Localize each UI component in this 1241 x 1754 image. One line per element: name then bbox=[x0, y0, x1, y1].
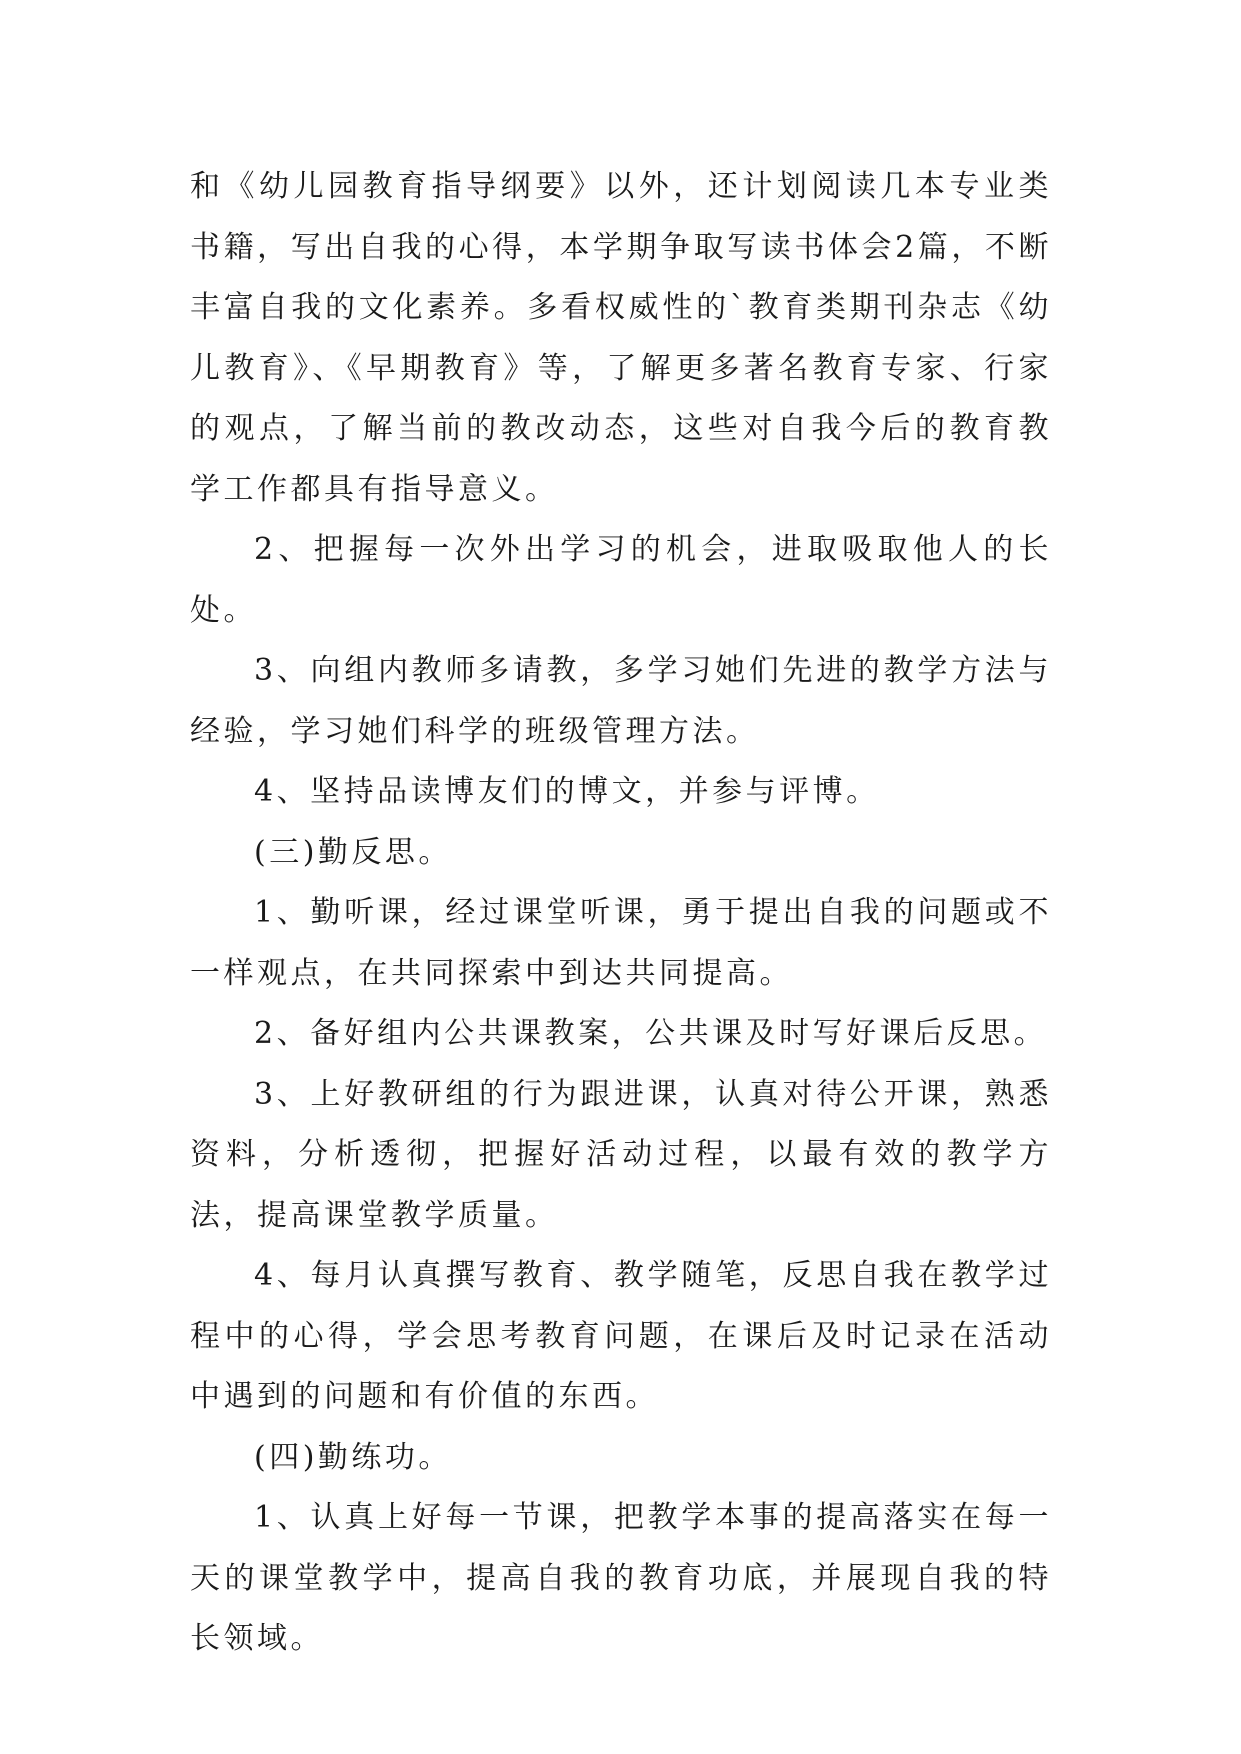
paragraph-item-4-read-blogs: 4、坚持品读博友们的博文，并参与评博。 bbox=[254, 774, 880, 809]
paragraph-item-2-study-opportunity: 2、把握每一次外出学习的机会，进取吸取他人的长处。 bbox=[190, 532, 1052, 628]
paragraph-reading-plan: 和《幼儿园教育指导纲要》以外，还计划阅读几本专业类书籍，写出自我的心得，本学期争取写读书体会2篇，不断丰富自我的文化素养。多看权威性的`教育类期刊杂志《幼儿教育》、《早期教育》等，了解更多著名教育专家、行家的观点，了解当前的教改动态，这些对自我今后的教育教学工作都具有指导意义。 bbox=[190, 169, 1052, 507]
paragraph-item-4-monthly-notes: 4、每月认真撰写教育、教学随笔，反思自我在教学过程中的心得，学会思考教育问题，在课后及时记录在活动中遇到的问题和有价值的东西。 bbox=[190, 1258, 1052, 1414]
paragraph-item-3-ask-teachers: 3、向组内教师多请教，多学习她们先进的教学方法与经验，学习她们科学的班级管理方法。 bbox=[190, 653, 1052, 749]
paragraph-item-1-attend-lessons: 1、勤听课，经过课堂听课，勇于提出自我的问题或不一样观点，在共同探索中到达共同提高。 bbox=[190, 895, 1052, 991]
paragraph-item-2-lesson-plans: 2、备好组内公共课教案，公共课及时写好课后反思。 bbox=[254, 1016, 1048, 1051]
document-page bbox=[190, 157, 1052, 1670]
paragraph-item-1-every-lesson: 1、认真上好每一节课，把教学本事的提高落实在每一天的课堂教学中，提高自我的教育功底，并展现自我的特长领域。 bbox=[190, 1500, 1052, 1656]
section-heading-practice: (四)勤练功。 bbox=[254, 1439, 452, 1475]
section-heading-reflect: (三)勤反思。 bbox=[254, 834, 452, 870]
paragraph-item-3-research-lessons: 3、上好教研组的行为跟进课，认真对待公开课，熟悉资料，分析透彻，把握好活动过程，以最有效的教学方法，提高课堂教学质量。 bbox=[190, 1076, 1052, 1233]
